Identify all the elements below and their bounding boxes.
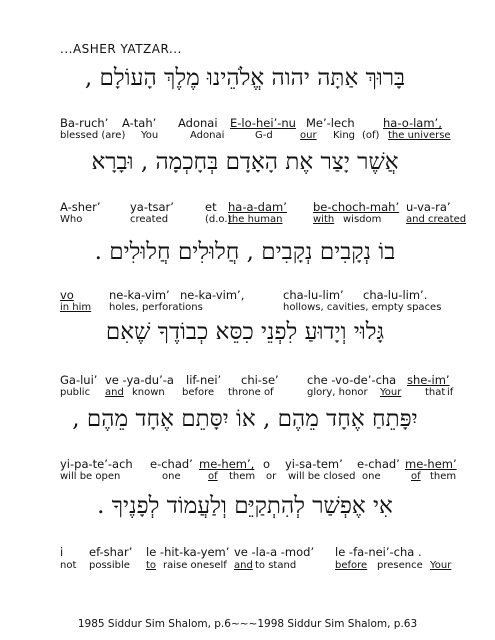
transliteration-word: A-tah’ — [122, 116, 157, 130]
transliteration-word: le -fa-nei’-cha . — [335, 545, 422, 559]
hebrew-line: יִפָּתֵחַ אֶחָד מֵהֶם , אוֹ יִסָּתֵם אֶחָד מֵהֶם , — [72, 406, 418, 432]
gloss-word: will be closed — [288, 471, 356, 482]
gloss-word: the universe — [388, 130, 451, 141]
gloss-word: presence — [377, 560, 423, 571]
transliteration-word: i — [60, 545, 64, 559]
gloss-word: them — [229, 471, 256, 482]
gloss-word: King — [333, 130, 356, 141]
transliteration-word: Me’-lech — [306, 116, 355, 130]
transliteration-word: et — [205, 200, 217, 214]
transliteration-word: e-chad’ — [357, 457, 400, 471]
gloss-word: before — [335, 560, 368, 571]
transliteration-word: yi-pa-te’-ach — [60, 457, 133, 471]
gloss-word: them — [430, 471, 457, 482]
transliteration-word: Ba-ruch’ — [60, 116, 109, 130]
transliteration-word: cha-lu-lim’. — [363, 288, 428, 302]
transliteration-word: ne-ka-vim’, — [180, 288, 245, 302]
transliteration-word: lif-nei’ — [186, 373, 222, 387]
gloss-word: blessed (are) — [60, 130, 126, 141]
transliteration-word: o — [263, 457, 271, 471]
transliteration-word: yi-sa-tem’ — [285, 457, 343, 471]
gloss-word: throne of — [228, 387, 274, 398]
gloss-word: possible — [89, 560, 130, 571]
transliteration-word: ha-o-lam’, — [383, 116, 442, 130]
gloss-word: of — [208, 471, 218, 482]
transliteration-word: Ga-lui’ — [60, 373, 98, 387]
gloss-word: created — [130, 214, 169, 225]
source-citation: 1985 Siddur Sim Shalom, p.6~~~1998 Siddur Sim Shalom, p.63 — [77, 618, 418, 630]
gloss-word: to stand — [255, 560, 297, 571]
gloss-word: before — [182, 387, 215, 398]
transliteration-word: ha-a-dam’ — [228, 200, 287, 214]
gloss-word: of — [411, 471, 421, 482]
transliteration-word: ya-tsar’ — [130, 200, 174, 214]
gloss-word: the human — [228, 214, 283, 225]
hebrew-line: בוֹ נְקָבִים נְקָבִים , חֲלוּלִים חֲלוּלִים . — [94, 239, 396, 265]
gloss-word: G-d — [255, 130, 273, 141]
gloss-word: or — [266, 471, 277, 482]
transliteration-word: be-choch-mah’ — [313, 200, 400, 214]
gloss-word: and — [234, 560, 253, 571]
gloss-word: wisdom — [343, 214, 382, 225]
transliteration-word: ve -ya-du’-a — [105, 373, 174, 387]
transliteration-word: le -hit-ka-yem’ — [146, 545, 230, 559]
gloss-word: raise oneself — [163, 560, 227, 571]
gloss-word: (of) — [362, 130, 380, 141]
gloss-word: and created — [406, 214, 467, 225]
gloss-word: not — [60, 560, 77, 571]
gloss-word: (d.o.) — [205, 214, 232, 225]
transliteration-word: vo — [60, 288, 74, 302]
gloss-word: Your — [380, 387, 402, 398]
gloss-word: one — [362, 471, 381, 482]
gloss-word: hollows, cavities, empty spaces — [283, 302, 442, 313]
transliteration-word: e-chad’ — [150, 457, 193, 471]
transliteration-word: A-sher’ — [60, 200, 101, 214]
transliteration-word: che -vo-de’-cha — [307, 373, 397, 387]
gloss-word: our — [300, 130, 317, 141]
transliteration-word: ef-shar’ — [89, 545, 133, 559]
transliteration-word: she-im’ — [407, 373, 450, 387]
gloss-word: if — [447, 387, 454, 398]
transliteration-word: E-lo-hei’-nu — [230, 116, 296, 130]
gloss-word: known — [132, 387, 165, 398]
transliteration-word: me-hem’, — [199, 457, 255, 471]
gloss-word: and — [105, 387, 124, 398]
gloss-word: in him — [60, 302, 92, 313]
transliteration-word: Adonai — [178, 116, 218, 130]
hebrew-line: אֲשֶׁר יָצַר אֶת הָאָדָם בְּחָכְמָה , וּבָרָא — [91, 149, 399, 175]
gloss-word: with — [313, 214, 335, 225]
transliteration-word: ne-ka-vim’ — [109, 288, 170, 302]
transliteration-word: ve -la-a -mod’ — [234, 545, 315, 559]
page-title: ...ASHER YATZAR... — [60, 42, 182, 56]
gloss-word: holes, perforations — [109, 302, 203, 313]
gloss-word: will be open — [60, 471, 121, 482]
gloss-word: that — [425, 387, 446, 398]
transliteration-word: chi-se’ — [241, 373, 279, 387]
gloss-word: Adonai — [190, 130, 225, 141]
transliteration-word: me-hem’ — [405, 457, 457, 471]
hebrew-line: גָּלוּי וְיָדוּעַ לִפְנֵי כִסֵּא כְבוֹדֶךָ שֶׁאִם — [105, 319, 385, 345]
gloss-word: to — [146, 560, 157, 571]
gloss-word: one — [162, 471, 181, 482]
gloss-word: Your — [430, 560, 452, 571]
gloss-word: Who — [60, 214, 83, 225]
hebrew-line: אִי אֶפְשַׁר לְהִתְקַיֵּם וְלַעֲמוֹד לְפָנֶיךָ . — [97, 493, 393, 519]
hebrew-line: בָּרוּךְ אַתָּה יהוה אֱלֹהֵינוּ מֶלֶךְ הָעוֹלָם , — [84, 65, 406, 91]
transliteration-word: u-va-ra’ — [406, 200, 451, 214]
gloss-word: glory, honor — [307, 387, 368, 398]
gloss-word: You — [141, 130, 159, 141]
gloss-word: public — [60, 387, 91, 398]
transliteration-word: cha-lu-lim’ — [283, 288, 344, 302]
